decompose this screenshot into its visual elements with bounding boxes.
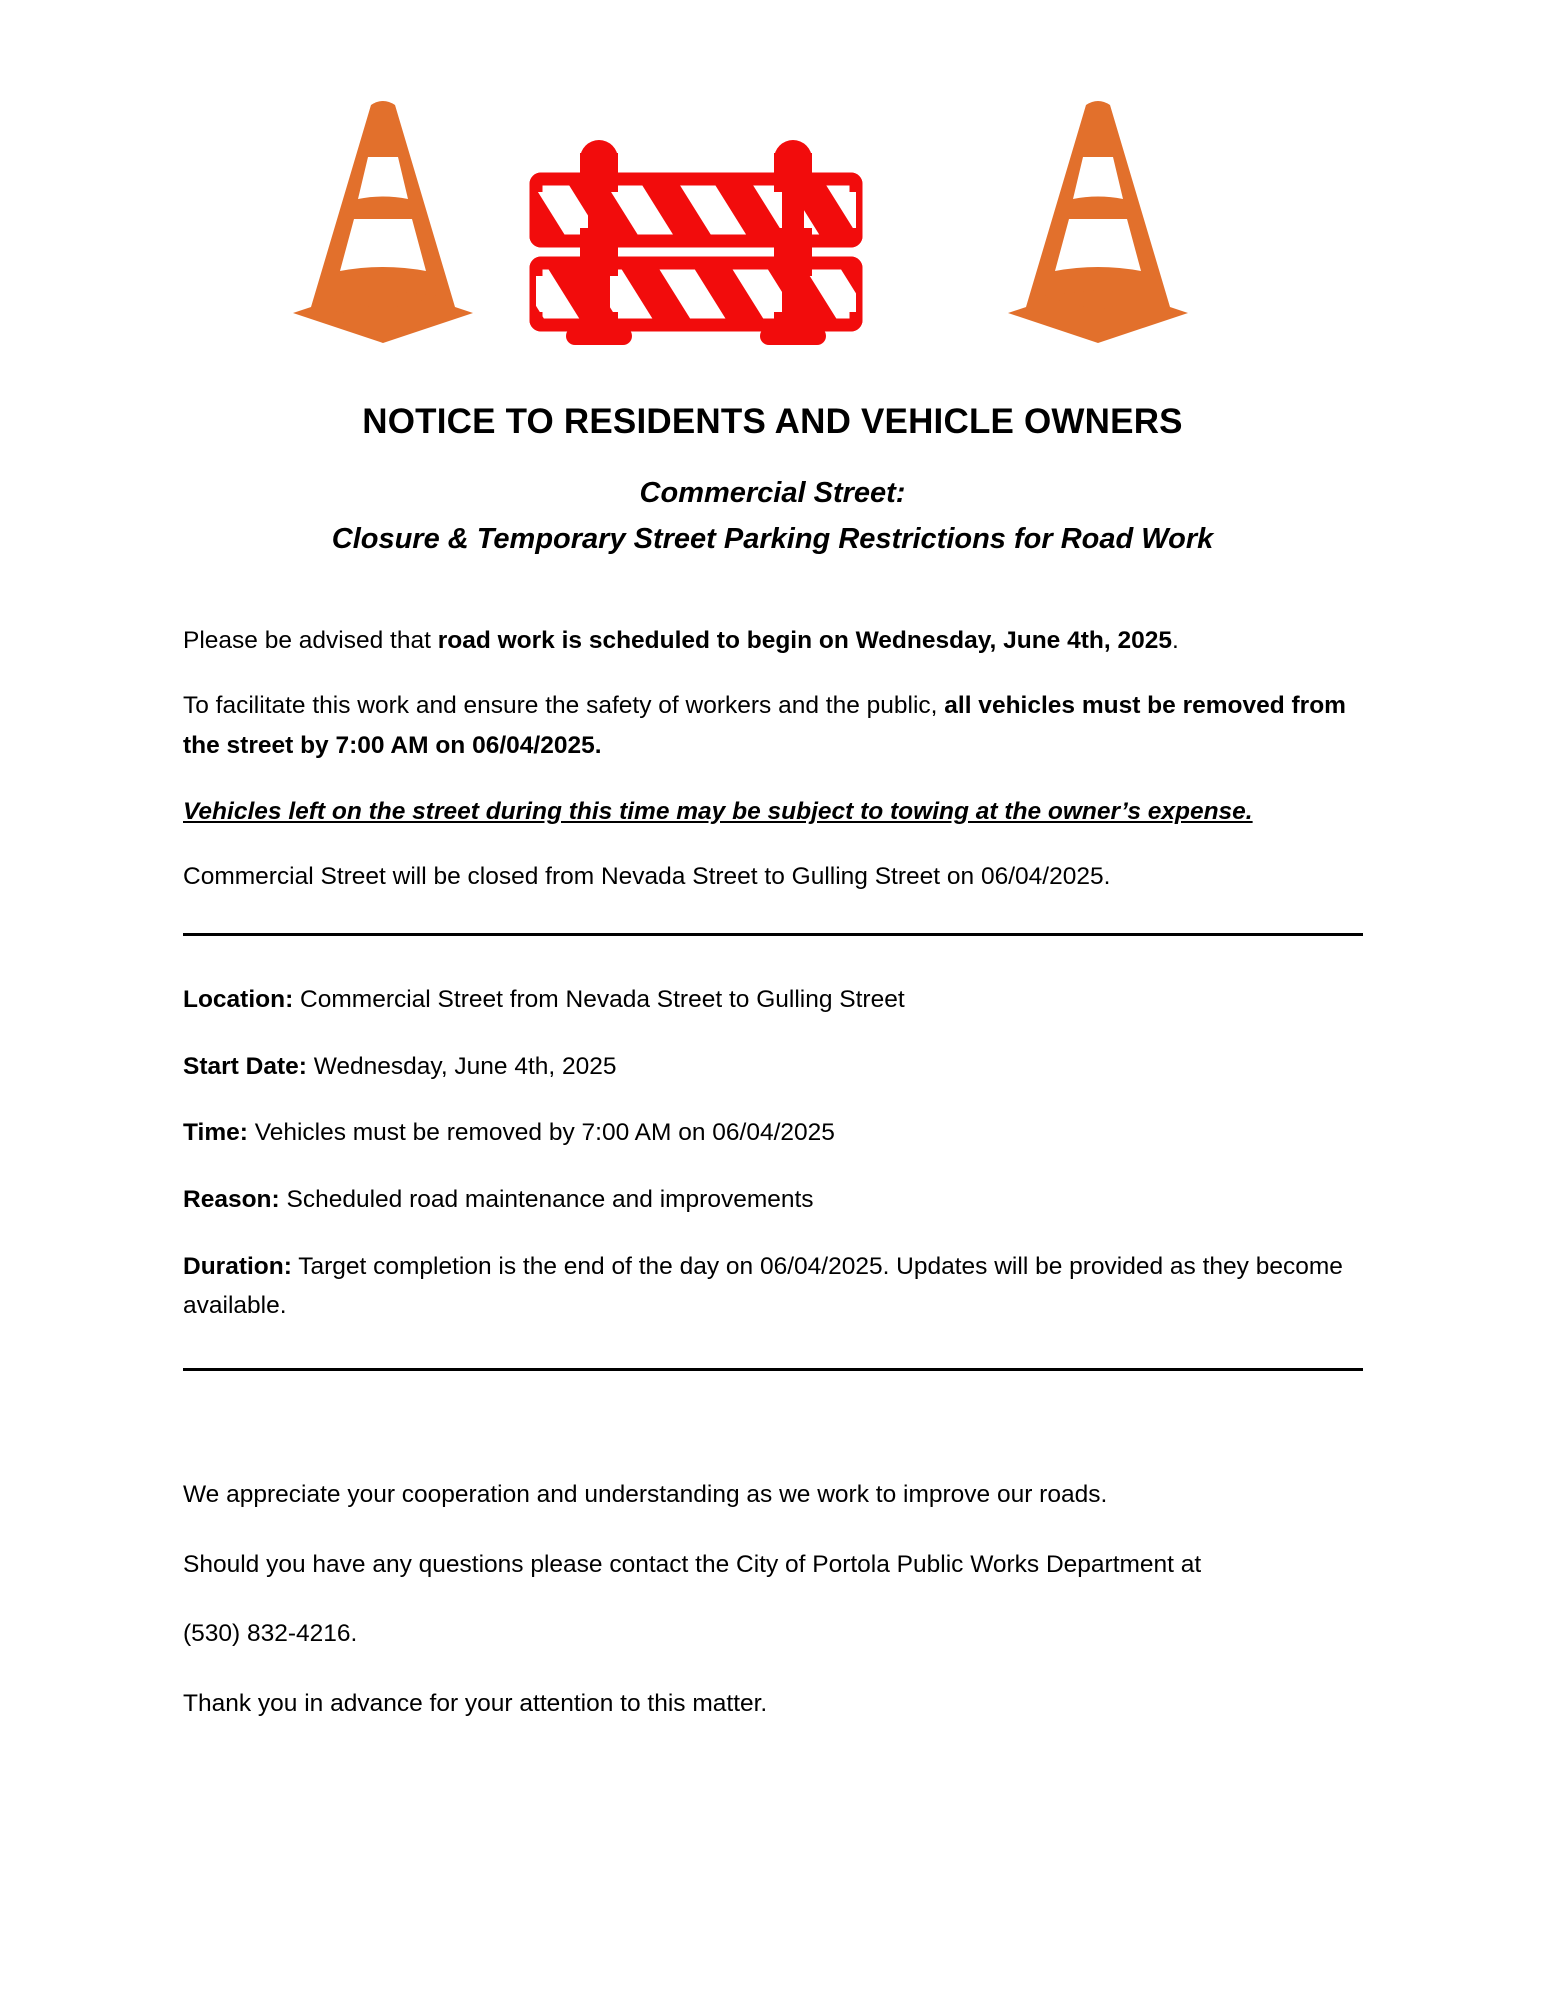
detail-label-reason: Reason: bbox=[183, 1186, 280, 1214]
subtitle-line-1: Commercial Street: bbox=[639, 476, 906, 509]
detail-row-location bbox=[183, 980, 1363, 1020]
detail-label-location: Location: bbox=[183, 985, 294, 1013]
towing-warning bbox=[183, 792, 1363, 832]
intro-p1-bold: road work is scheduled to begin on Wednesday, June 4th, 2025 bbox=[437, 626, 1172, 654]
detail-label-duration: Duration: bbox=[183, 1252, 292, 1280]
details-section bbox=[0, 980, 1545, 1326]
detail-row-start-date bbox=[183, 1047, 1363, 1087]
traffic-cone-left-icon bbox=[293, 101, 473, 343]
closing-section bbox=[0, 1475, 1545, 1724]
divider-top bbox=[183, 933, 1363, 936]
intro-p2-bold: all vehicles must be removed from the street by 7:00 AM on 06/04/2025. bbox=[183, 692, 1346, 759]
detail-row-reason bbox=[183, 1180, 1363, 1220]
page-title: NOTICE TO RESIDENTS AND VEHICLE OWNERS bbox=[362, 402, 1183, 441]
closing-paragraph-2: Should you have any questions please contact the City of Portola Public Works Department at bbox=[183, 1550, 1202, 1578]
intro-paragraph-1 bbox=[183, 621, 1363, 661]
intro-p1-suffix: . bbox=[1171, 626, 1179, 654]
towing-warning-text: Vehicles left on the street during this time may be subject to towing at the owner’s expense. bbox=[183, 797, 1253, 825]
detail-value-duration: Target completion is the end of the day on 06/04/2025. Updates will be provided as they become available. bbox=[183, 1252, 1343, 1320]
subtitle-line-2: Closure & Temporary Street Parking Restrictions for Road Work bbox=[331, 523, 1214, 556]
closing-paragraph-1: We appreciate your cooperation and understanding as we work to improve our roads. bbox=[183, 1481, 1108, 1509]
detail-value-time: Vehicles must be removed by 7:00 AM on 06/04/2025 bbox=[247, 1119, 835, 1147]
intro-p1-prefix: Please be advised that bbox=[183, 626, 438, 654]
traffic-cone-right-icon bbox=[1008, 101, 1188, 343]
closure-statement: Commercial Street will be closed from Nevada Street to Gulling Street on 06/04/2025. bbox=[183, 863, 1111, 891]
detail-row-duration bbox=[183, 1247, 1363, 1326]
intro-section bbox=[0, 621, 1545, 897]
detail-label-start-date: Start Date: bbox=[183, 1052, 307, 1080]
detail-row-time bbox=[183, 1113, 1363, 1153]
detail-value-reason: Scheduled road maintenance and improvements bbox=[279, 1186, 814, 1214]
detail-value-location: Commercial Street from Nevada Street to Gulling Street bbox=[293, 985, 905, 1013]
detail-value-start-date: Wednesday, June 4th, 2025 bbox=[306, 1052, 617, 1080]
intro-paragraph-2 bbox=[183, 686, 1363, 765]
road-barricade-icon bbox=[536, 140, 856, 345]
intro-p2-prefix: To facilitate this work and ensure the safety of workers and the public, bbox=[183, 692, 945, 720]
construction-graphics bbox=[258, 95, 1288, 345]
detail-label-time: Time: bbox=[183, 1119, 248, 1147]
contact-phone: (530) 832-4216. bbox=[183, 1620, 358, 1648]
header-graphics bbox=[0, 0, 1545, 400]
closing-paragraph-4: Thank you in advance for your attention to this matter. bbox=[183, 1690, 768, 1718]
divider-bottom bbox=[183, 1368, 1363, 1371]
subtitle bbox=[0, 470, 1545, 563]
